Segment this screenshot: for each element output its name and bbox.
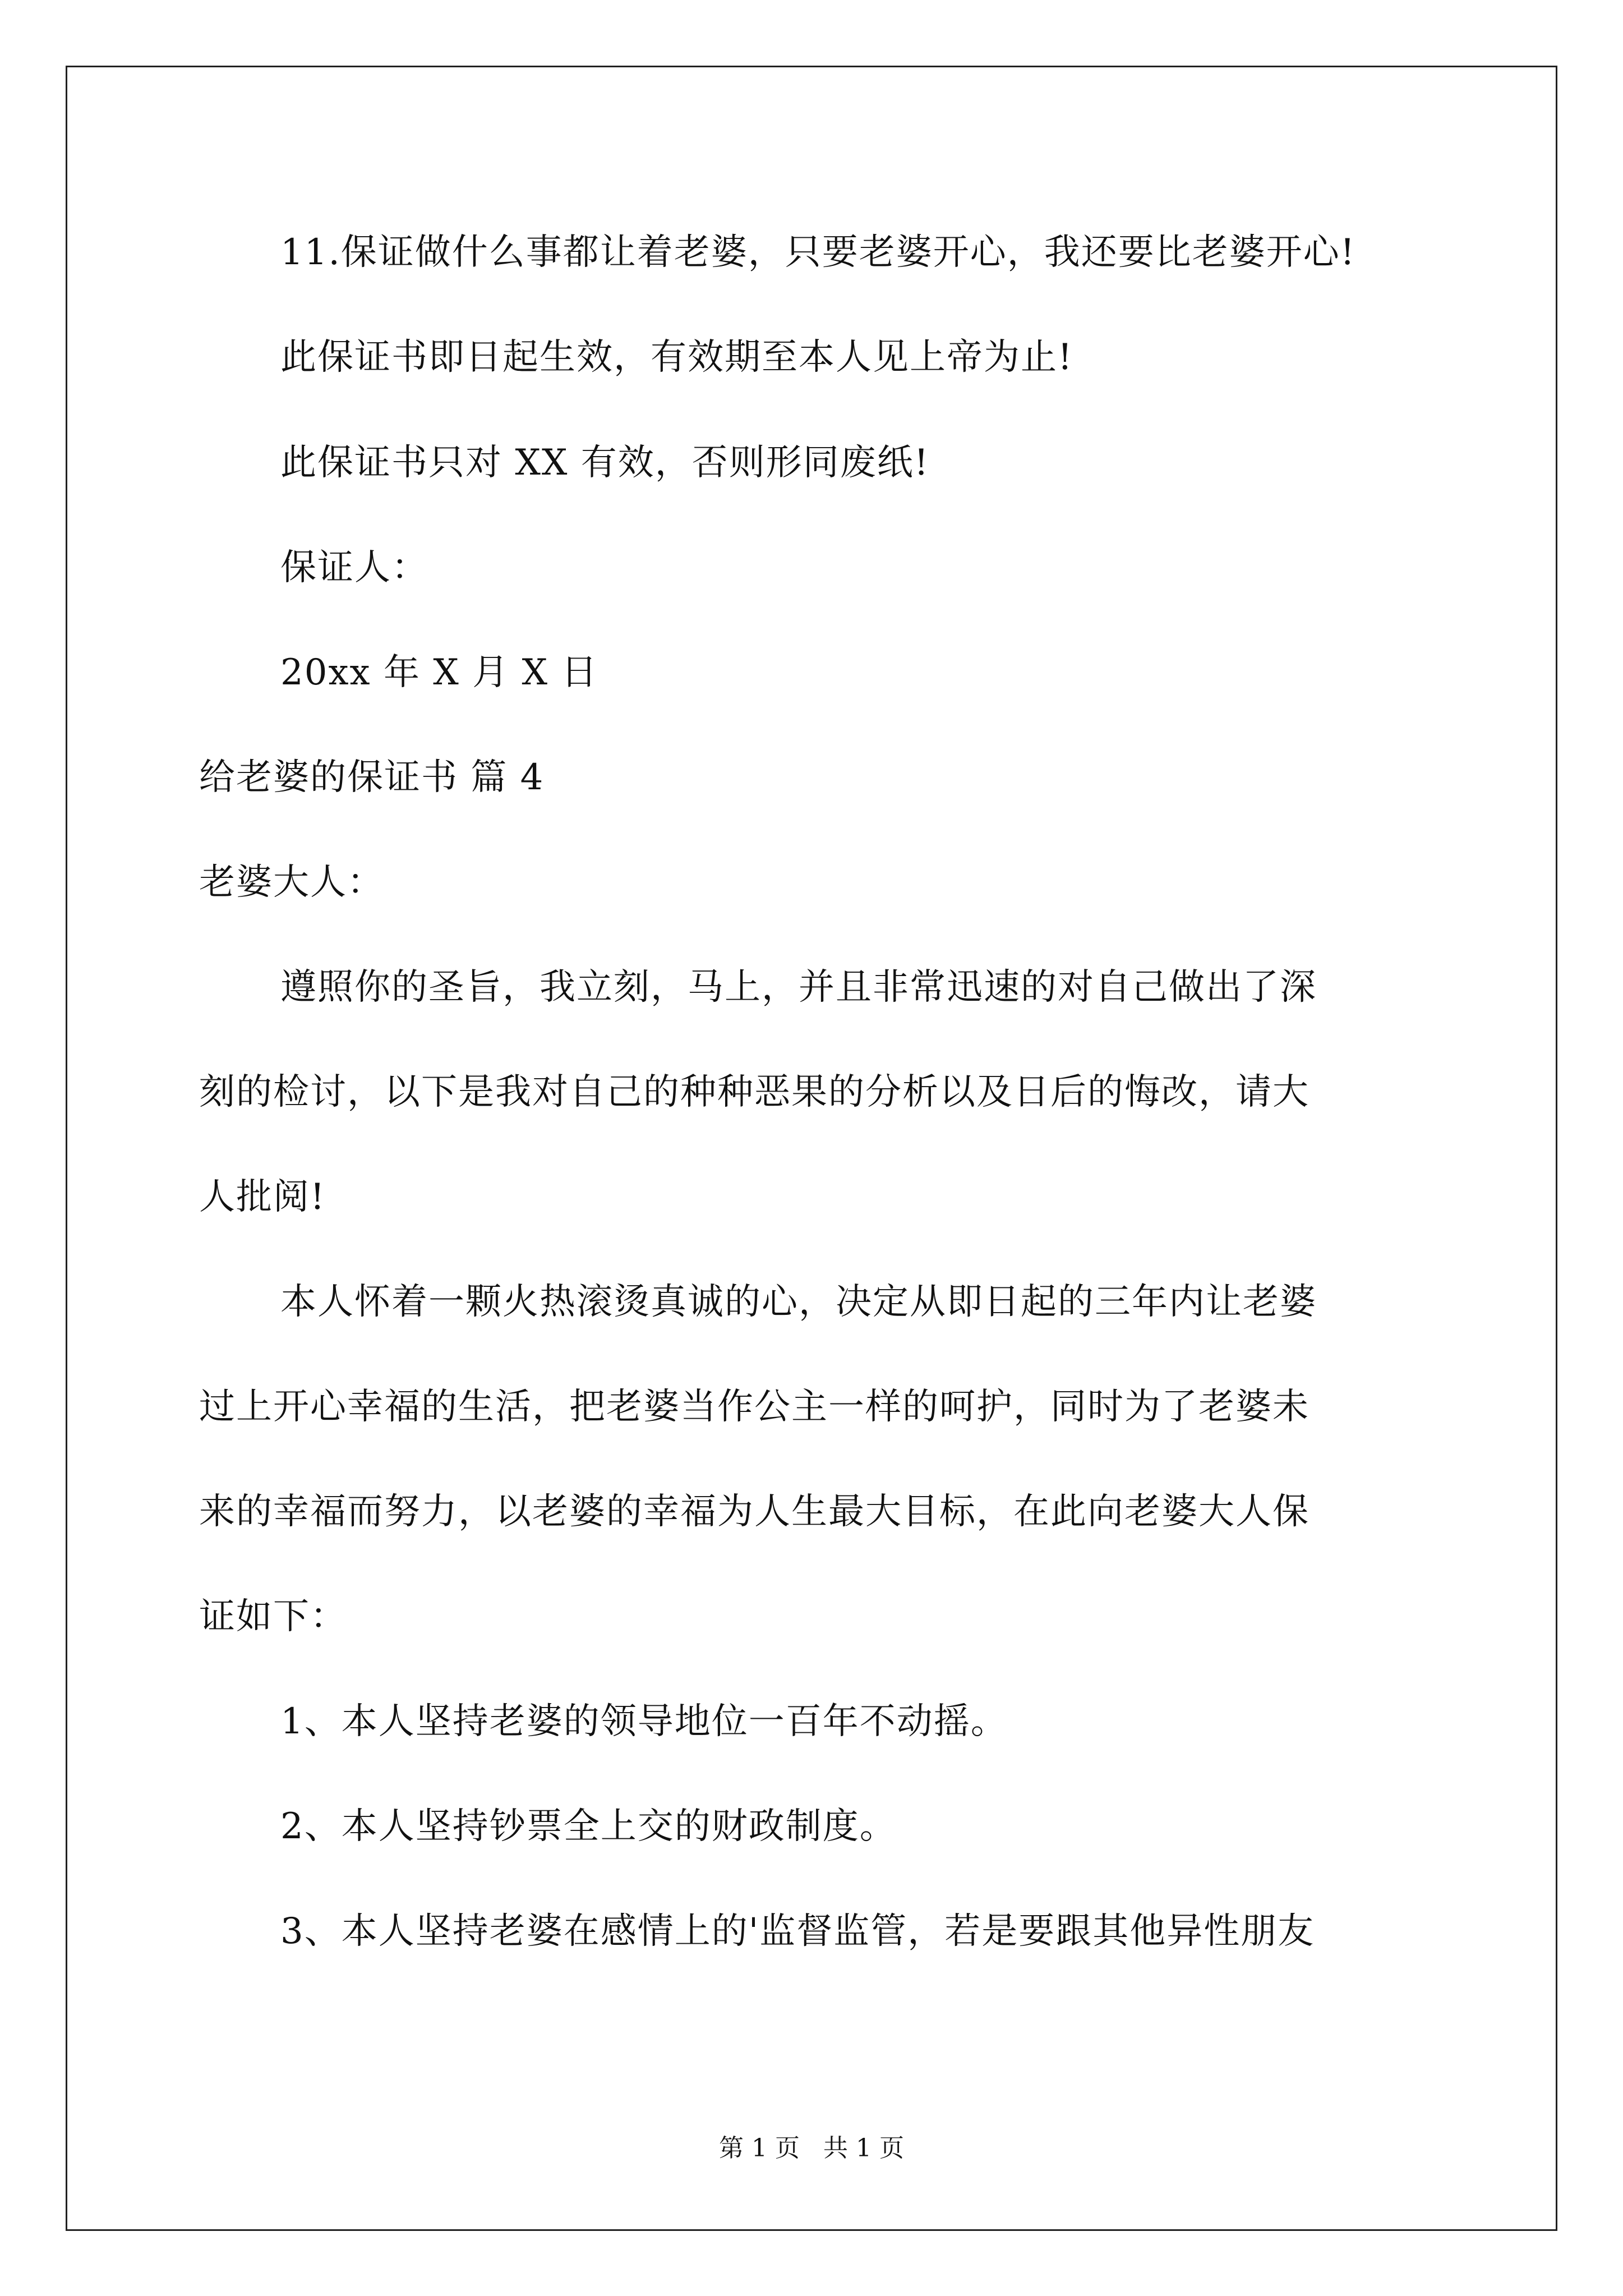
pledge-item-2: 2、本人坚持钞票全上交的财政制度。 — [280, 1806, 897, 1847]
date-line: 20xx 年 X 月 X 日 — [280, 652, 598, 693]
guarantor-label: 保证人： — [280, 547, 428, 588]
paragraph-2-line-1: 本人怀着一颗火热滚烫真诚的心，决定从即日起的三年内让老婆 — [280, 1281, 1317, 1323]
paragraph-1-line-3: 人批阅! — [199, 1176, 326, 1218]
section-heading: 给老婆的保证书 篇 4 — [199, 757, 545, 798]
paragraph-2-line-2: 过上开心幸福的生活，把老婆当作公主一样的呵护，同时为了老婆未 — [199, 1386, 1310, 1428]
scope-statement: 此保证书只对 XX 有效，否则形同废纸! — [280, 442, 930, 484]
pledge-item-1: 1、本人坚持老婆的领导地位一百年不动摇。 — [280, 1701, 1008, 1742]
pledge-item-11: 11.保证做什么事都让着老婆，只要老婆开心，我还要比老婆开心! — [280, 232, 1356, 273]
paragraph-1-line-2: 刻的检讨，以下是我对自己的种种恶果的分析以及日后的悔改，请大 — [199, 1071, 1310, 1113]
paragraph-1-line-1: 遵照你的圣旨，我立刻，马上，并且非常迅速的对自己做出了深 — [280, 967, 1317, 1008]
validity-statement: 此保证书即日起生效，有效期至本人见上帝为止! — [280, 337, 1073, 378]
paragraph-2-line-4: 证如下： — [199, 1596, 347, 1637]
pledge-item-3: 3、本人坚持老婆在感情上的'监督监管，若是要跟其他异性朋友 — [280, 1911, 1315, 1952]
page-footer — [0, 2132, 1623, 2165]
page-border — [66, 66, 1557, 2231]
page-number: 第 1 页 — [719, 2134, 800, 2162]
paragraph-2-line-3: 来的幸福而努力，以老婆的幸福为人生最大目标，在此向老婆大人保 — [199, 1491, 1310, 1533]
page-total: 共 1 页 — [823, 2134, 904, 2162]
salutation: 老婆大人： — [199, 862, 384, 903]
